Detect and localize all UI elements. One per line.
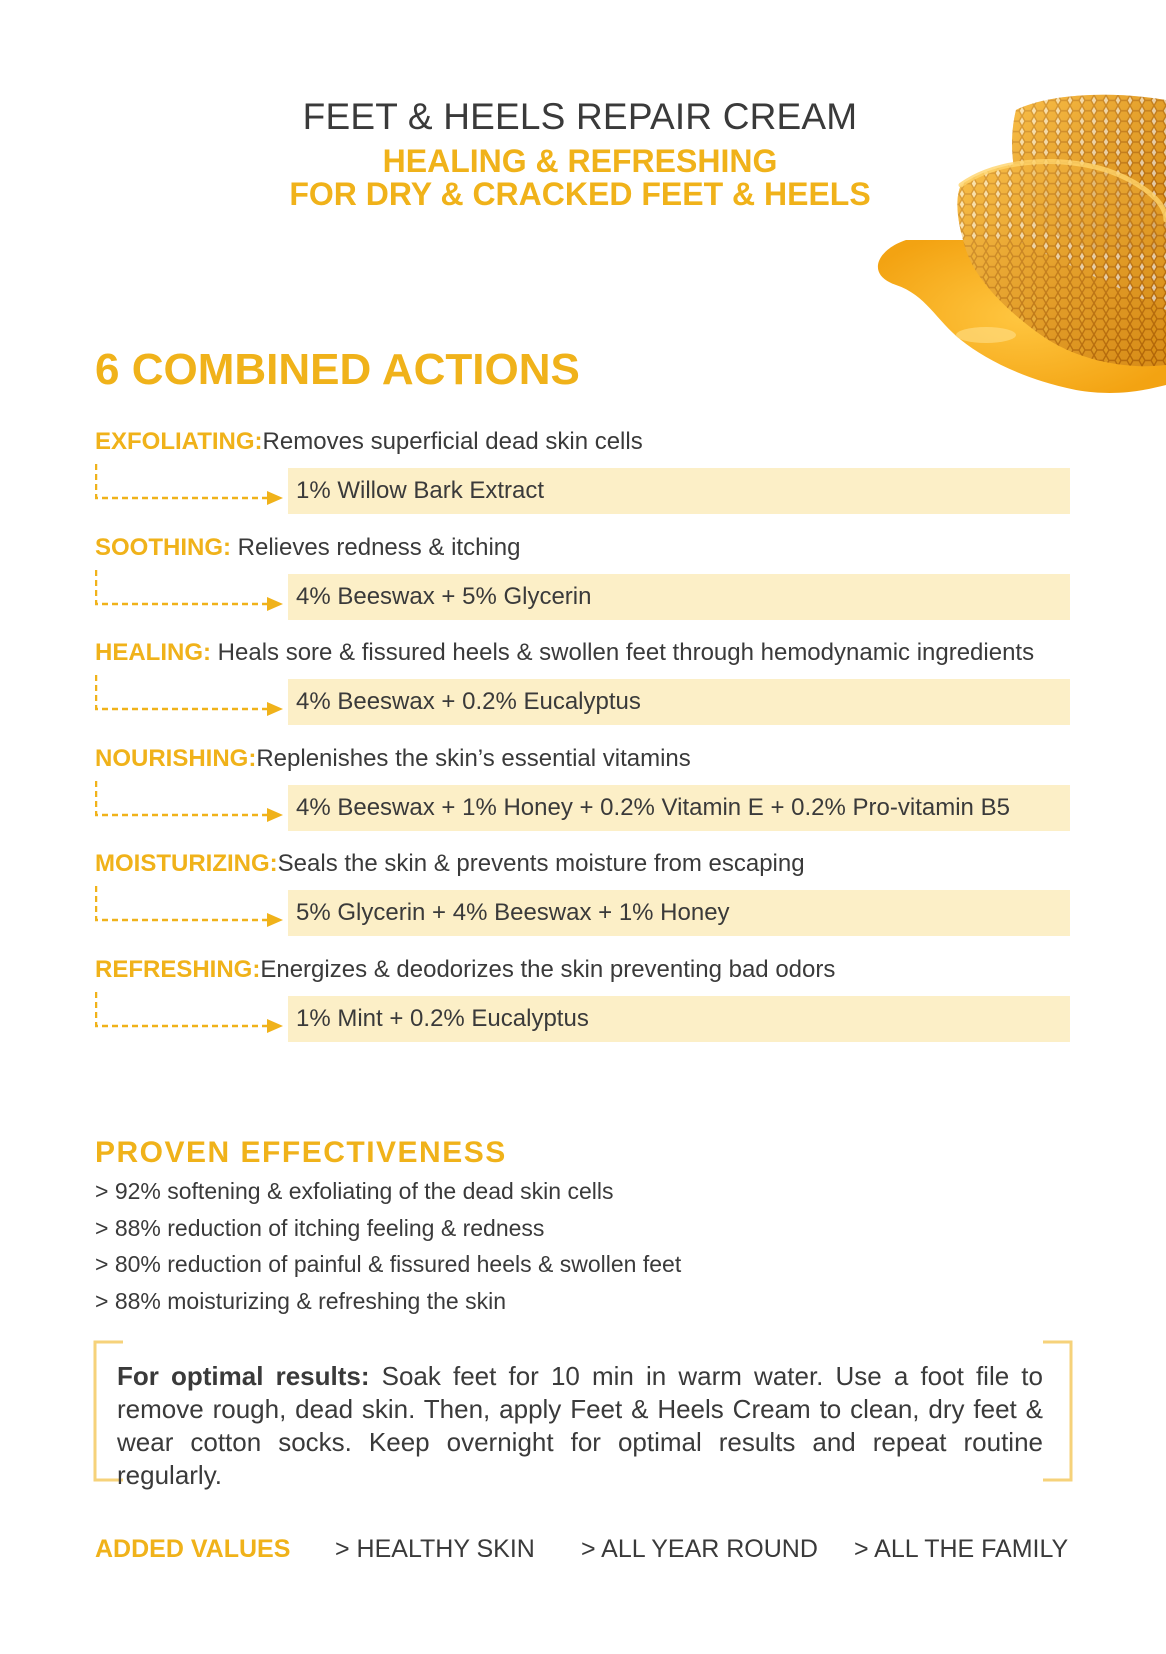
action-label: MOISTURIZING: (95, 850, 278, 878)
action-description: Heals sore & fissured heels & swollen feet through hemodynamic ingredients (211, 639, 1035, 667)
action-description: Removes superficial dead skin cells (262, 428, 643, 455)
list-item: > 92% softening & exfoliating of the dead skin cells (95, 1178, 614, 1204)
ingredient-bar: 5% Glycerin + 4% Beeswax + 1% Honey (288, 890, 1070, 936)
action-row (95, 534, 1075, 638)
action-row (95, 639, 1075, 743)
subtitle-line-2: FOR DRY & CRACKED FEET & HEELS (289, 176, 871, 212)
action-row (95, 428, 1075, 532)
action-line (95, 850, 805, 878)
action-label: SOOTHING: (95, 533, 231, 561)
action-row (95, 850, 1075, 954)
ingredient-bar: 4% Beeswax + 5% Glycerin (288, 574, 1070, 620)
action-label: NOURISHING: (95, 744, 257, 772)
action-line (95, 639, 1034, 667)
subtitle-line-1: HEALING & REFRESHING (382, 143, 778, 179)
optimal-results-body: Soak feet for 10 min in warm water. Use a foot file to remove rough, dead skin. Then, apply Feet & Heels Cream to clean, dry feet & wear cotton socks. Keep overnight for optimal results and repeat routine regularly. (117, 1361, 1043, 1490)
dashed-arrow-icon (95, 884, 285, 928)
ingredient-bar: 1% Willow Bark Extract (288, 468, 1070, 514)
action-line (95, 745, 691, 773)
action-label: EXFOLIATING: (95, 428, 263, 455)
dashed-arrow-icon (95, 462, 285, 506)
action-description: Energizes & deodorizes the skin preventing bad odors (260, 956, 836, 983)
honeycomb-image (866, 90, 1166, 420)
actions-title: 6 COMBINED ACTIONS (95, 345, 580, 394)
list-item: > 88% reduction of itching feeling & redness (95, 1214, 545, 1241)
added-value-item: > ALL THE FAMILY (854, 1535, 1069, 1563)
action-description: Relieves redness & itching (231, 533, 521, 561)
added-value-item: > ALL YEAR ROUND (581, 1535, 818, 1563)
ingredient-bar: 4% Beeswax + 1% Honey + 0.2% Vitamin E + 0.2% Pro-vitamin B5 (288, 785, 1070, 831)
action-line (95, 534, 520, 562)
added-value-item: > HEALTHY SKIN (335, 1535, 535, 1563)
list-item: > 88% moisturizing & refreshing the skin (95, 1287, 507, 1314)
action-row (95, 956, 1075, 1060)
action-description: Replenishes the skin’s essential vitamins (256, 744, 691, 772)
proven-list (95, 1173, 681, 1319)
proven-title: PROVEN EFFECTIVENESS (95, 1136, 507, 1169)
action-label: HEALING: (95, 639, 211, 667)
dashed-arrow-icon (95, 779, 285, 823)
dashed-arrow-icon (95, 990, 285, 1034)
dashed-arrow-icon (95, 673, 285, 717)
optimal-results-box (93, 1340, 1073, 1490)
optimal-results-text (117, 1360, 1043, 1492)
added-values-label: ADDED VALUES (95, 1535, 291, 1563)
ingredient-bar: 4% Beeswax + 0.2% Eucalyptus (288, 679, 1070, 725)
action-description: Seals the skin & prevents moisture from escaping (277, 850, 805, 878)
dashed-arrow-icon (95, 568, 285, 612)
action-line (95, 956, 835, 984)
page-title: FEET & HEELS REPAIR CREAM (302, 96, 858, 137)
action-label: REFRESHING: (95, 956, 261, 983)
list-item: > 80% reduction of painful & fissured heels & swollen feet (95, 1251, 682, 1277)
action-row (95, 745, 1075, 849)
optimal-results-label: For optimal results: (117, 1361, 370, 1391)
action-line (95, 428, 643, 456)
ingredient-bar: 1% Mint + 0.2% Eucalyptus (288, 996, 1070, 1042)
